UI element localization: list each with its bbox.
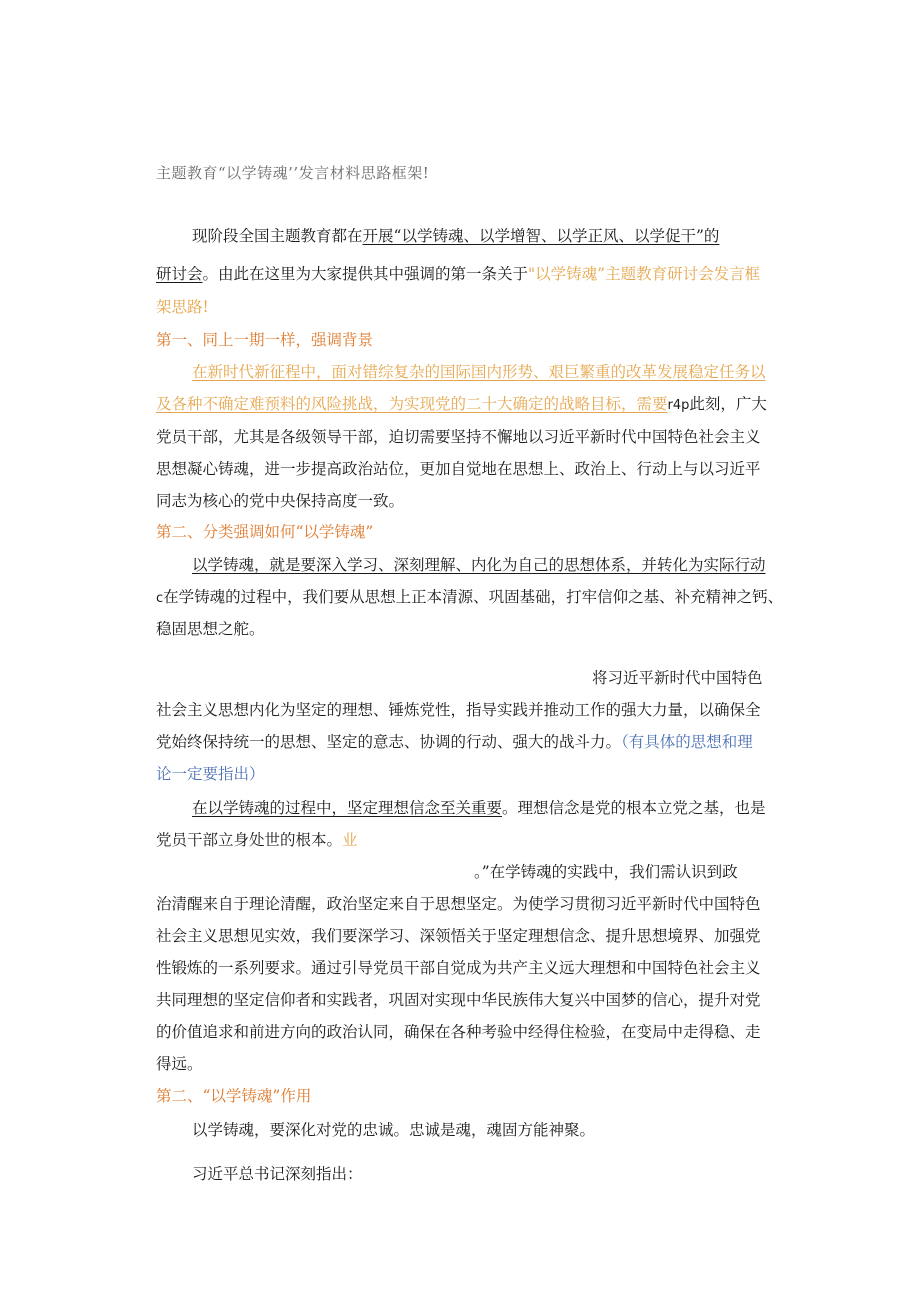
ideal-line-3: 。”在学铸魂的实践中，我们需认识到政 <box>474 863 738 881</box>
intro-orange: "以学铸魂”主题教育研讨会发言框 <box>528 265 761 283</box>
ideal-text: 。理想信念是党的根本立党之基，也是 <box>502 799 766 817</box>
paragraph-intro-line-2 <box>156 264 766 284</box>
background-line-5: 同志为核心的党中央保持高度一致。 <box>156 492 405 510</box>
ideal-line-9: 得远。 <box>156 1055 203 1073</box>
ideal-orange: 业 <box>342 831 358 849</box>
ideal-line-2 <box>156 830 766 850</box>
thought-black: 党始终保持统一的思想、坚定的意志、协调的行动、强大的战斗力。 <box>156 733 622 751</box>
loyalty-paragraph: 以学铸魂，要深化对党的忠诚。忠诚是魂，魂固方能神聚。 <box>192 1121 596 1139</box>
method-line-2 <box>156 587 784 609</box>
stray-mark: r4p <box>667 398 690 413</box>
ideal-line-4: 治清醒来自于理论清醒，政治坚定来自于思想坚定。为使学习贯彻习近平新时代中国特色 <box>156 895 761 913</box>
background-line-1: 在新时代新征程中，面对错综复杂的国际国内形势、艰巨繁重的改革发展稳定任务以 <box>192 363 766 381</box>
section-heading-3: 第二、“以学铸魂”作用 <box>156 1087 312 1105</box>
document-title: 主题教育“以学铸魂’’发言材料思路框架! <box>156 164 430 182</box>
quote-intro: 习近平总书记深刻指出： <box>192 1165 363 1183</box>
ideal-line-5: 社会主义思想见实效，我们要深学习、深领悟关于坚定理想信念、提升思想境界、加强党 <box>156 927 761 945</box>
background-line-4: 思想凝心铸魂，进一步提高政治站位，更加自觉地在思想上、政治上、行动上与以习近平 <box>156 460 761 478</box>
method-line-3: 稳固思想之舵。 <box>156 620 265 638</box>
background-line-3: 党员干部，尤其是各级领导干部，迫切需要坚持不懈地以习近平新时代中国特色社会主义 <box>156 428 761 446</box>
intro-text: 现阶段全国主题教育都在 <box>192 227 363 245</box>
section-heading-1: 第一、同上一期一样，强调背景 <box>156 331 374 349</box>
background-orange: 及各种不确定难预料的风险挑战，为实现党的二十大确定的战略目标，需要 <box>156 395 668 413</box>
thought-line-1: 将习近平新时代中国特色 <box>592 669 763 687</box>
section-heading-2: 第二、分类强调如何“以学铸魂” <box>156 523 374 541</box>
thought-line-3 <box>156 732 766 752</box>
intro-underlined-2: 研讨会 <box>156 265 203 283</box>
thought-line-2: 社会主义思想内化为坚定的理想、锤炼党性，指导实践并推动工作的强大力量，以确保全 <box>156 701 761 719</box>
ideal-line-1 <box>192 798 802 818</box>
method-text-2: 在学铸魂的过程中，我们要从思想上正本清源、巩固基础，打牢信仰之基、补充精神之钙、 <box>163 588 784 606</box>
ideal-underlined: 在以学铸魂的过程中，坚定理想信念至关重要 <box>192 799 503 817</box>
intro-underlined: 开展“以学铸魂、以学增智、以学正风、以学促干”的 <box>362 227 720 245</box>
thought-note: （有具体的思想和理 <box>621 733 753 751</box>
paragraph-intro-line-3: 架思路! <box>156 298 209 316</box>
ideal-line-6: 性锻炼的一系列要求。通过引导党员干部自觉成为共产主义远大理想和中国特色社会主义 <box>156 959 761 977</box>
background-black: 此刻，广大 <box>689 395 767 413</box>
ideal-line-8: 的价值追求和前进方向的政治认同，确保在各种考验中经得住检验，在变局中走得稳、走 <box>156 1023 761 1041</box>
ideal-text-2: 党员干部立身处世的根本。 <box>156 831 343 849</box>
ideal-line-7: 共同理想的坚定信仰者和实践者，巩固对实现中华民族伟大复兴中国梦的信心，提升对党 <box>156 991 761 1009</box>
intro-text-2: 。由此在这里为大家提供其中强调的第一条关于 <box>202 265 529 283</box>
paragraph-intro-line-1 <box>192 226 802 246</box>
thought-note-line-2: 论一定要指出） <box>156 765 265 783</box>
background-line-2 <box>156 394 766 416</box>
stray-mark-c: c <box>156 591 164 606</box>
method-line-1: 以学铸魂，就是要深入学习、深刻理解、内化为自己的思想体系，并转化为实际行动 <box>192 556 766 574</box>
